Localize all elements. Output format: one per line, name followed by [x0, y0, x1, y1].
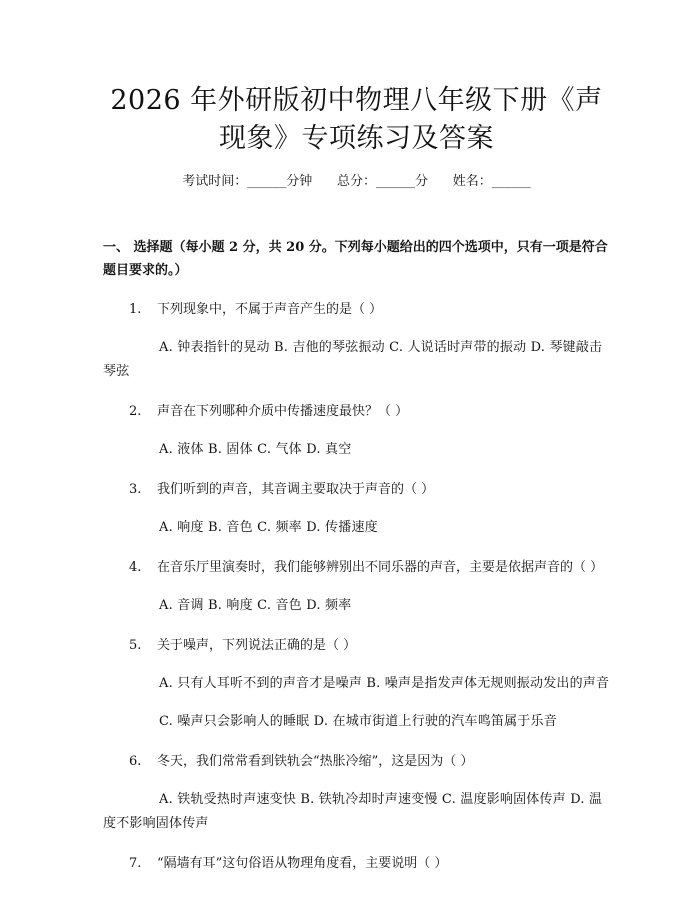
question-4 [103, 556, 610, 580]
question-text: 声音在下列哪种介质中传播速度最快？（ ） [157, 404, 409, 419]
question-4-options: A. 音调 B. 响度 C. 音色 D. 频率 [159, 598, 352, 613]
question-6-options: A. 铁轨受热时声速变快 B. 铁轨冷却时声速变慢 C. 温度影响固体传声 D. 温度不影响固体传声 [103, 792, 603, 831]
question-6 [103, 750, 610, 774]
question-5-options-c-d: C. 噪声只会影响人的睡眠 D. 在城市街道上行驶的汽车鸣笛属于乐音 [159, 714, 557, 729]
question-2-options: A. 液体 B. 固体 C. 气体 D. 真空 [159, 442, 352, 457]
question-number: 4. [129, 560, 142, 575]
question-text: “隔墙有耳”这句俗语从物理角度看，主要说明（ ） [157, 856, 448, 871]
question-5 [103, 634, 610, 658]
question-3 [103, 478, 610, 502]
question-1 [103, 298, 610, 322]
question-3-options: A. 响度 B. 音色 C. 频率 D. 传播速度 [159, 520, 378, 535]
question-number: 3. [129, 482, 142, 497]
question-text: 冬天，我们常常看到铁轨会“热胀冷缩”，这是因为（ ） [157, 754, 474, 769]
question-5-options-a-b: A. 只有人耳听不到的声音才是噪声 B. 噪声是指发声体无规则振动发出的声音 [159, 676, 610, 691]
question-number: 5. [129, 638, 142, 653]
section-heading-choice: 一、 选择题（每小题 2 分，共 20 分。下列每小题给出的四个选项中，只有一项是符合题目要求的。） [103, 240, 608, 278]
question-list [103, 298, 610, 876]
question-text: 在音乐厅里演奏时，我们能够辨别出不同乐器的声音，主要是依据声音的（ ） [157, 560, 604, 575]
question-number: 7. [129, 856, 142, 871]
question-1-options: A. 钟表指针的晃动 B. 吉他的琴弦振动 C. 人说话时声带的振动 D. 琴键敲击琴弦 [103, 340, 603, 379]
question-text: 下列现象中，不属于声音产生的是（ ） [157, 302, 383, 317]
exam-meta-line: 考试时间：______分钟 总分：______分 姓名：______ [182, 174, 531, 189]
question-text: 关于噪声，下列说法正确的是（ ） [157, 638, 357, 653]
question-number: 1. [129, 302, 142, 317]
question-2 [103, 400, 610, 424]
document-title: 2026 年外研版初中物理八年级下册《声现象》专项练习及答案 [110, 85, 603, 154]
question-number: 2. [129, 404, 142, 419]
question-number: 6. [129, 754, 142, 769]
question-7 [103, 852, 610, 876]
question-text: 我们听到的声音，其音调主要取决于声音的（ ） [157, 482, 435, 497]
